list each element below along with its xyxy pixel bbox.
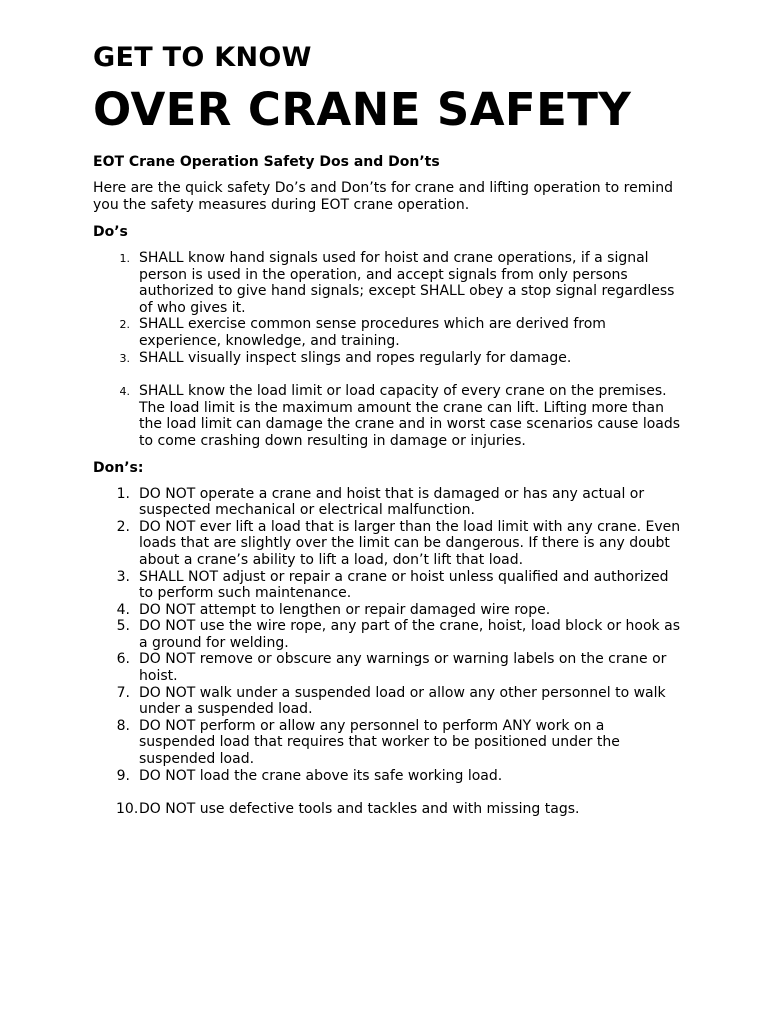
intro-paragraph: Here are the quick safety Do’s and Don’ts for crane and lifting operation to remind you the safety measures during EOT crane operation. — [93, 180, 673, 213]
list-number: 3. — [116, 568, 130, 585]
list-item — [93, 602, 683, 619]
list-item — [93, 486, 683, 519]
list-item — [93, 651, 683, 684]
dos-heading: Do’s — [93, 224, 128, 240]
list-number: 4. — [119, 385, 130, 399]
list-item — [93, 519, 683, 569]
list-number: 4. — [116, 601, 130, 618]
list-item-text: SHALL know the load limit or load capacity of every crane on the premises. The load limit is the maximum amount the crane can lift. Lifting more than the load limit can damage the crane and in worst case scenarios cause loads to come crashing down resulting in damage or injuries. — [139, 383, 681, 449]
list-item-text: SHALL know hand signals used for hoist and crane operations, if a signal person is used in the operation, and accept signals from only persons authorized to give hand signals; except SHALL obey a stop signal regardless of who gives it. — [139, 250, 675, 316]
list-item-text: DO NOT ever lift a load that is larger than the load limit with any crane. Even loads that are slightly over the limit can be dangerous. If there is any doubt about a crane’s ability to lift a load, don’t lift that load. — [139, 518, 681, 568]
list-item — [93, 569, 683, 602]
page-kicker: GET TO KNOW — [93, 42, 312, 73]
list-number: 2. — [119, 318, 130, 332]
list-item — [93, 383, 683, 449]
document-subtitle: EOT Crane Operation Safety Dos and Don’ts — [93, 154, 440, 170]
list-number: 3. — [119, 351, 130, 365]
list-item-text: DO NOT perform or allow any personnel to perform ANY work on a suspended load that requires that worker to be positioned under the suspended load. — [139, 717, 620, 768]
list-item-text: DO NOT remove or obscure any warnings or warning labels on the crane or hoist. — [139, 651, 667, 685]
list-item — [93, 685, 683, 718]
list-number: 1. — [119, 252, 130, 265]
document-page — [93, 40, 683, 818]
list-item — [93, 618, 683, 651]
list-item — [93, 316, 683, 349]
list-item — [93, 768, 683, 785]
list-item — [93, 250, 683, 316]
list-item-text: DO NOT attempt to lengthen or repair damaged wire rope. — [139, 601, 551, 618]
list-number: 8. — [116, 717, 130, 734]
list-item-text: DO NOT walk under a suspended load or allow any other personnel to walk under a suspended load. — [139, 684, 666, 718]
list-number: 7. — [116, 684, 130, 701]
list-item-text: DO NOT operate a crane and hoist that is damaged or has any actual or suspected mechanical or electrical malfunction. — [139, 485, 645, 519]
list-item-text: SHALL NOT adjust or repair a crane or hoist unless qualified and authorized to perform such maintenance. — [139, 568, 669, 602]
donts-list — [93, 486, 683, 818]
list-item-text: SHALL exercise common sense procedures which are derived from experience, knowledge, and training. — [139, 316, 606, 349]
dos-list — [93, 250, 683, 450]
list-number: 1. — [116, 485, 130, 502]
list-number: 5. — [116, 618, 130, 635]
page-title: OVER CRANE SAFETY — [93, 83, 632, 136]
donts-heading: Don’s: — [93, 459, 144, 476]
list-item-text: SHALL visually inspect slings and ropes regularly for damage. — [139, 349, 572, 366]
list-item — [93, 350, 683, 367]
list-item-text: DO NOT use the wire rope, any part of the crane, hoist, load block or hook as a ground for welding. — [139, 618, 680, 651]
list-item — [93, 718, 683, 768]
list-number: 2. — [116, 518, 130, 535]
list-item — [93, 801, 683, 818]
list-number: 6. — [116, 651, 130, 668]
list-item-text: DO NOT load the crane above its safe working load. — [139, 767, 503, 784]
list-item-text: DO NOT use defective tools and tackles and with missing tags. — [139, 801, 580, 818]
list-number: 9. — [116, 767, 130, 784]
list-number: 10. — [116, 801, 139, 818]
